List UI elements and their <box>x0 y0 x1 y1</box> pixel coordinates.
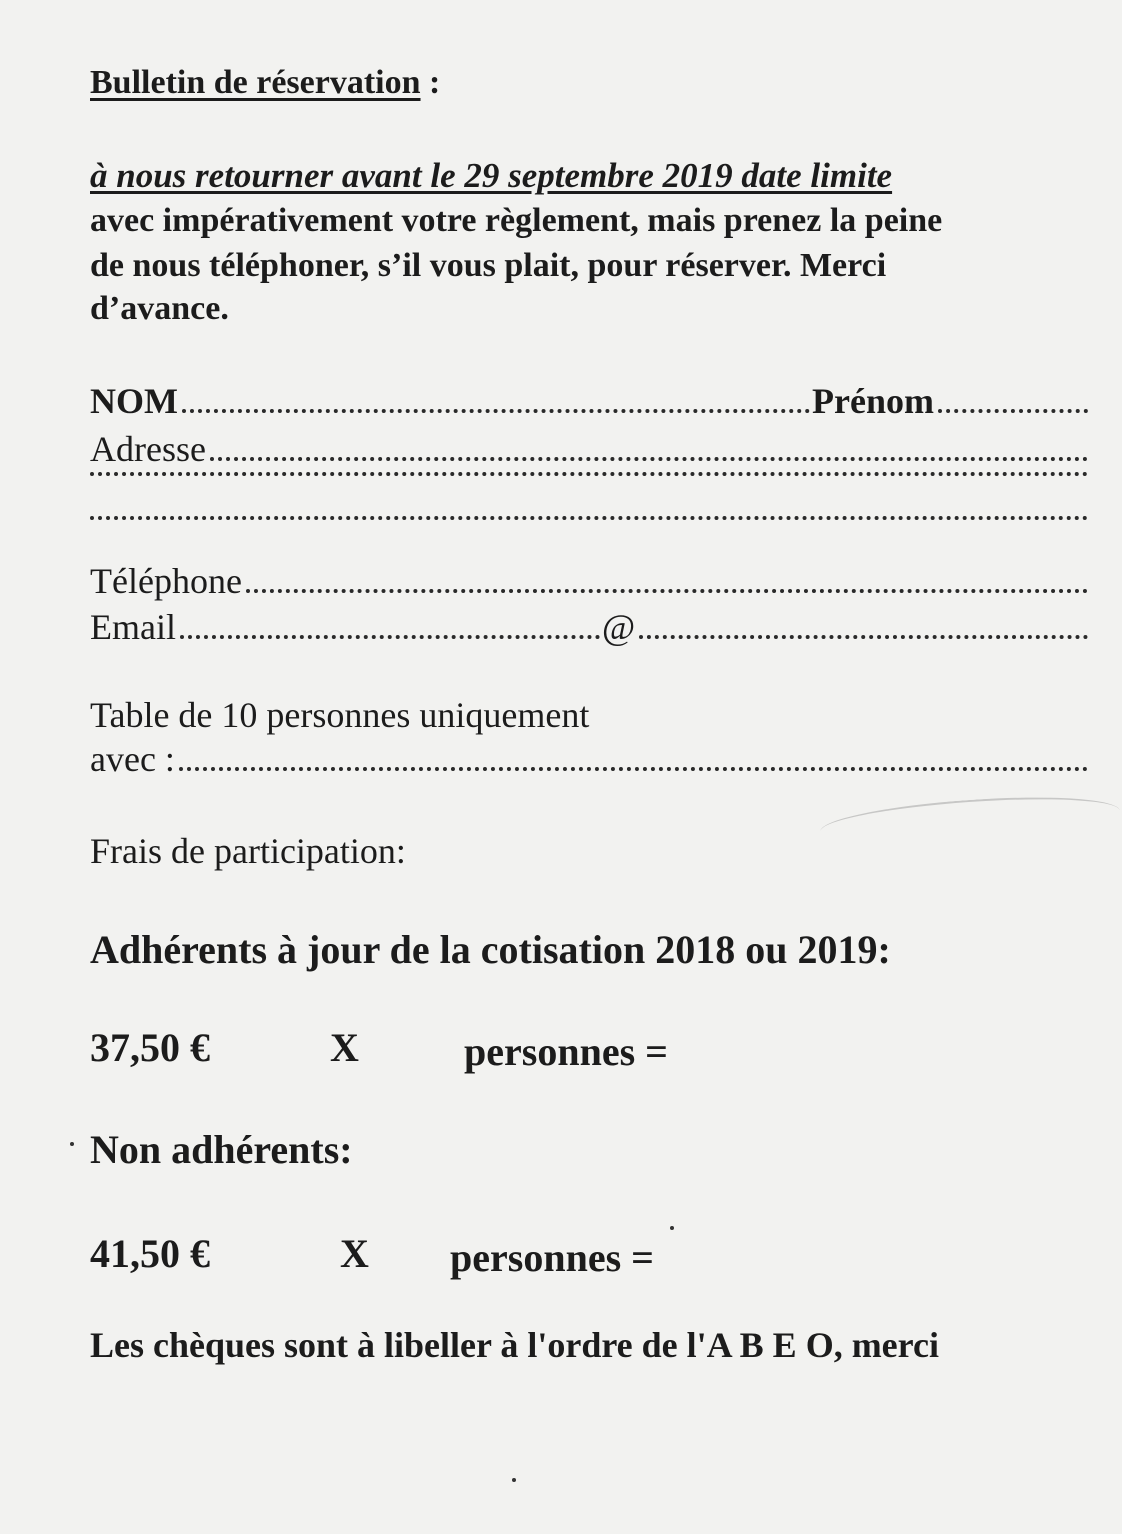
name-row <box>90 380 1090 422</box>
email-at-sign: @ <box>601 607 636 647</box>
email-domain-field[interactable] <box>639 635 1088 639</box>
telephone-row <box>90 560 1090 602</box>
email-user-field[interactable] <box>180 635 600 639</box>
paper-speck <box>70 1142 74 1146</box>
non-adherents-persons: personnes = <box>450 1235 654 1280</box>
avec-row <box>90 738 1090 780</box>
paper-crease <box>819 790 1121 853</box>
instruction-line-1: avec impérativement votre règlement, mais prenez la peine <box>90 202 943 239</box>
nom-label: NOM <box>90 381 178 421</box>
adresse-field-line-3[interactable] <box>90 516 1088 520</box>
avec-field[interactable] <box>179 767 1088 771</box>
instruction-line-2: de nous téléphoner, s’il vous plait, pour réserver. Merci <box>90 247 887 284</box>
telephone-label: Téléphone <box>90 561 242 601</box>
adresse-field-line-2[interactable] <box>90 472 1088 476</box>
nom-field[interactable] <box>182 409 810 413</box>
non-adherents-amount: 41,50 € <box>90 1231 210 1276</box>
email-row <box>90 606 1090 648</box>
prenom-field[interactable] <box>938 409 1088 413</box>
avec-label: avec : <box>90 739 175 779</box>
form-title <box>90 64 440 102</box>
non-adherents-heading: Non adhérents: <box>90 1127 353 1172</box>
adherents-heading: Adhérents à jour de la cotisation 2018 ou 2019: <box>90 927 891 972</box>
deadline-notice: à nous retourner avant le 29 septembre 2019 date limite <box>90 156 893 195</box>
address-row <box>90 428 1090 470</box>
adherents-multiply: X <box>330 1025 359 1070</box>
adherents-amount: 37,50 € <box>90 1025 210 1070</box>
table-note: Table de 10 personnes uniquement <box>90 695 590 735</box>
adherents-persons: personnes = <box>464 1029 668 1074</box>
address-row-2 <box>90 472 1090 482</box>
email-label: Email <box>90 607 176 647</box>
cheques-note: Les chèques sont à libeller à l'ordre de l'A B E O, merci <box>90 1325 939 1365</box>
frais-heading: Frais de participation: <box>90 831 406 871</box>
form-title-colon: : <box>420 64 441 101</box>
address-row-3 <box>90 516 1090 526</box>
prenom-label: Prénom <box>812 381 934 421</box>
adresse-field-line-1[interactable] <box>210 457 1088 461</box>
paper-speck <box>512 1478 516 1482</box>
telephone-field[interactable] <box>246 589 1088 593</box>
instruction-line-3: d’avance. <box>90 290 229 327</box>
adresse-label: Adresse <box>90 429 206 469</box>
non-adherents-multiply: X <box>340 1231 369 1276</box>
paper-speck <box>670 1226 674 1230</box>
form-title-text: Bulletin de réservation <box>90 64 421 101</box>
